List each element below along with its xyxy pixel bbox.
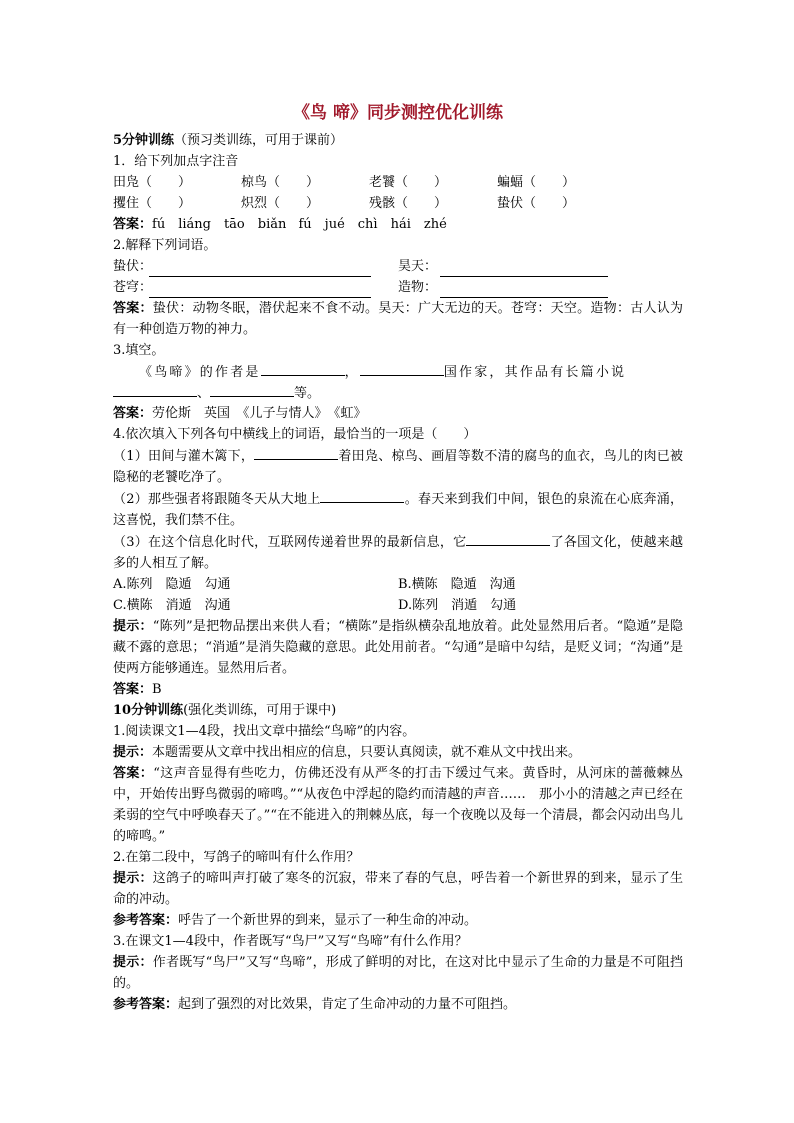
answer-blank bbox=[320, 488, 404, 503]
sentence-1 bbox=[113, 445, 683, 488]
worksheet-page bbox=[113, 100, 683, 1015]
answer-blank bbox=[440, 261, 608, 277]
sentence-2 bbox=[113, 488, 683, 531]
sentence-3 bbox=[113, 531, 683, 574]
answer-label: 答案： bbox=[113, 682, 153, 697]
options-row bbox=[113, 595, 683, 616]
term-label: 蛰伏： bbox=[113, 259, 153, 274]
fill-blank-line bbox=[113, 382, 683, 403]
hint-label: 提示： bbox=[113, 871, 153, 886]
fill-text: 《鸟啼》的作者是 bbox=[139, 365, 261, 380]
section-title: 10分钟训练 bbox=[113, 703, 184, 718]
answer-blank bbox=[360, 361, 444, 376]
answer-label: 答案： bbox=[113, 766, 154, 781]
section-heading bbox=[113, 130, 683, 151]
page-title: 《鸟 啼》同步测控优化训练 bbox=[293, 103, 503, 123]
hint-text: 作者既写“鸟尸”又写“鸟啼”，形成了鲜明的对比，在这对比中显示了生命的力量是不可阻挡的。 bbox=[113, 955, 683, 991]
phonetic-item: 老饕（ ） bbox=[369, 175, 448, 190]
answer-text: B bbox=[152, 682, 162, 697]
hint-label: 提示： bbox=[113, 745, 153, 760]
hint-text: 这鸽子的啼叫声打破了寒冬的沉寂，带来了春的气息，呼告着一个新世界的到来，显示了生命的冲动。 bbox=[113, 871, 683, 907]
question-label: 2.在第二段中，写鸽子的啼叫有什么作用？ bbox=[113, 850, 360, 865]
answer-label: 参考答案： bbox=[113, 913, 179, 928]
answer-blank bbox=[210, 382, 294, 397]
fill-text: 等。 bbox=[294, 386, 321, 401]
option-b: B.横陈 隐遁 沟通 bbox=[398, 577, 516, 592]
answer-text: fú liáng tāo biǎn fú jué chì hái zhé bbox=[152, 217, 447, 232]
phonetic-item: 田凫（ ） bbox=[113, 175, 192, 190]
term-field bbox=[113, 277, 398, 298]
answer-label: 答案： bbox=[113, 217, 153, 232]
hint-text: 本题需要从文章中找出相应的信息，只要认真阅读，就不难从文中找出来。 bbox=[152, 745, 582, 760]
term-field bbox=[113, 256, 398, 277]
phonetic-item: 残骸（ ） bbox=[369, 196, 448, 211]
question-label: 1．给下列加点字注音 bbox=[113, 154, 239, 169]
section-title: 5分钟训练 bbox=[113, 133, 175, 148]
term-row bbox=[113, 277, 683, 298]
answer-blank bbox=[254, 445, 338, 460]
answer-paragraph bbox=[113, 763, 683, 847]
answer-line bbox=[113, 403, 683, 424]
phonetic-item: 攫住（ ） bbox=[113, 196, 192, 211]
sentence-text: （3）在这个信息化时代，互联网传递着世界的最新信息，它 bbox=[113, 535, 467, 550]
sentence-text: 。春天来到我们中间，银色的泉流在心底奔涌，这喜悦，我们禁不住。 bbox=[113, 492, 683, 528]
fill-text: 、 bbox=[197, 386, 211, 401]
answer-text: 蛰伏：动物冬眠，潜伏起来不食不动。昊天：广大无边的天。苍穹：天空。造物：古人认为有一种创造万物的神力。 bbox=[113, 301, 683, 337]
phonetic-item: 蝙蝠（ ） bbox=[497, 175, 576, 190]
phonetic-row bbox=[113, 172, 683, 193]
sentence-text: （1）田间与灌木篱下， bbox=[113, 449, 255, 464]
answer-blank bbox=[466, 531, 550, 546]
section-note: (强化类训练，可用于课中) bbox=[183, 703, 337, 718]
option-d: D.陈列 消遁 勾通 bbox=[398, 598, 517, 613]
option-a: A.陈列 隐遁 勾通 bbox=[113, 577, 231, 592]
question-label: 3.填空。 bbox=[113, 343, 165, 358]
sentence-text: 着田凫、椋鸟、画眉等数不清的腐鸟的血衣，鸟儿的肉已被隐秘的老饕吃净了。 bbox=[113, 449, 683, 485]
answer-blank bbox=[149, 261, 371, 277]
section-note: （预习类训练，可用于课前） bbox=[174, 133, 344, 148]
phonetic-item: 蛰伏（ ） bbox=[497, 196, 576, 211]
question-label: 1.阅读课文1—4段，找出文章中描绘“鸟啼”的内容。 bbox=[113, 724, 416, 739]
question-label: 3.在课文1—4段中，作者既写“鸟尸”又写“鸟啼”有什么作用？ bbox=[113, 934, 468, 949]
term-field bbox=[398, 277, 683, 298]
answer-text: 劳伦斯 英国 《儿子与情人》 《虹》 bbox=[152, 406, 367, 421]
term-field bbox=[398, 256, 683, 277]
answer-paragraph bbox=[113, 994, 683, 1015]
answer-paragraph bbox=[113, 298, 683, 340]
answer-text: 起到了强烈的对比效果，肯定了生命冲动的力量不可阻挡。 bbox=[178, 997, 517, 1012]
answer-blank bbox=[261, 361, 345, 376]
answer-label: 答案： bbox=[113, 301, 153, 316]
hint-text: “陈列”是把物品摆出来供人看；“横陈”是指纵横杂乱地放着。此处显然用后者。“隐遁”是隐藏不露的意思；“消遁”是消失隐藏的意思。此处用前者。“勾通”是暗中勾结，是贬义词；“沟通”是使两方能够通连。显然用后者。 bbox=[113, 619, 683, 676]
fill-text: 国作家，其作品有长篇小说 bbox=[443, 365, 627, 380]
sentence-text: （2）那些强者将跟随冬天从大地上 bbox=[113, 492, 321, 507]
options-row bbox=[113, 574, 683, 595]
answer-line bbox=[113, 214, 683, 235]
fill-blank-line bbox=[113, 361, 683, 382]
hint-paragraph bbox=[113, 868, 683, 910]
question-label: 2.解释下列词语。 bbox=[113, 238, 217, 253]
answer-label: 答案： bbox=[113, 406, 153, 421]
hint-paragraph bbox=[113, 952, 683, 994]
sentence-text: 了各国文化，使越来越多的人相互了解。 bbox=[113, 535, 683, 571]
option-c: C.横陈 消遁 沟通 bbox=[113, 598, 231, 613]
term-label: 造物： bbox=[398, 280, 438, 295]
term-row bbox=[113, 256, 683, 277]
term-label: 昊天： bbox=[398, 259, 438, 274]
hint-paragraph bbox=[113, 742, 683, 763]
answer-blank bbox=[149, 282, 371, 298]
hint-label: 提示： bbox=[113, 619, 153, 634]
answer-blank bbox=[113, 382, 197, 397]
term-label: 苍穹： bbox=[113, 280, 153, 295]
phonetic-row bbox=[113, 193, 683, 214]
phonetic-item: 炽烈（ ） bbox=[241, 196, 320, 211]
phonetic-item: 椋鸟（ ） bbox=[241, 175, 320, 190]
answer-text: “这声音显得有些吃力，仿佛还没有从严冬的打击下缓过气来。黄昏时，从河床的蔷薇棘丛中，开始传出野鸟微弱的啼鸣。”“从夜色中浮起的隐约而清越的声音…… 那小小的清越之声已经在柔弱的空气中呼唤春天了。”“在不能进入的荆棘丛底，每一个夜晚以及每一个清晨，都会闪动出鸟儿的啼鸣。” bbox=[113, 766, 683, 844]
answer-paragraph bbox=[113, 910, 683, 931]
fill-text: ， bbox=[344, 365, 360, 380]
answer-text: 呼告了一个新世界的到来，显示了一种生命的冲动。 bbox=[178, 913, 478, 928]
answer-line bbox=[113, 679, 683, 700]
answer-label: 参考答案： bbox=[113, 997, 179, 1012]
section-heading bbox=[113, 700, 683, 721]
hint-label: 提示： bbox=[113, 955, 153, 970]
question-label: 4.依次填入下列各句中横线上的词语，最恰当的一项是（ ） bbox=[113, 427, 477, 442]
answer-blank bbox=[440, 282, 608, 298]
hint-paragraph bbox=[113, 616, 683, 679]
